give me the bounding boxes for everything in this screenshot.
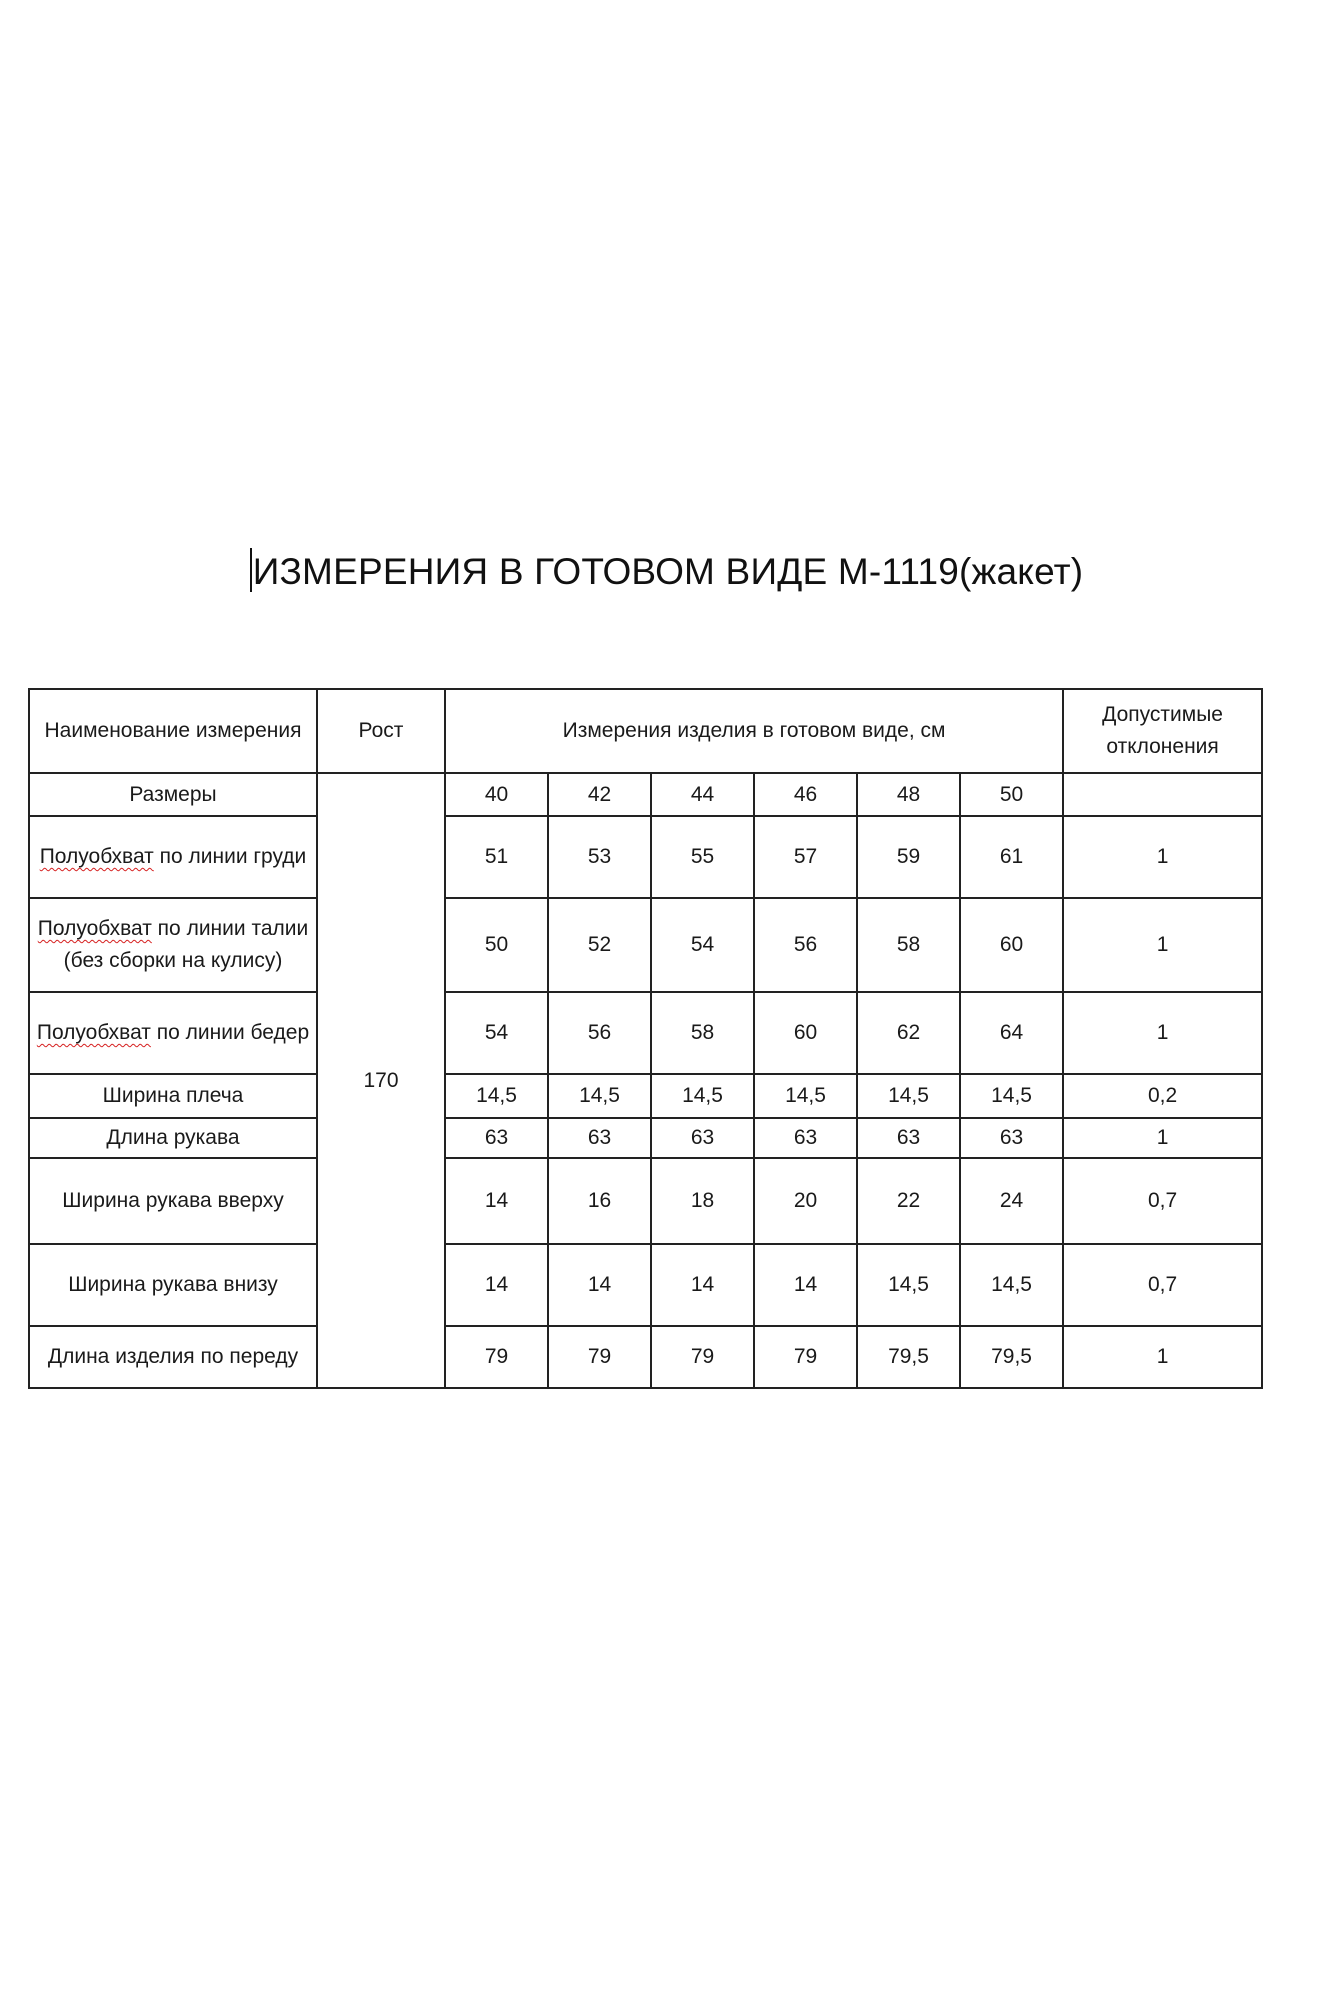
value-cell: 54 (445, 992, 548, 1074)
table-row (29, 1158, 1262, 1244)
value-cell: 18 (651, 1158, 754, 1244)
row-name (29, 1118, 317, 1158)
table-row (29, 1244, 1262, 1326)
value-cell: 79,5 (857, 1326, 960, 1388)
value-cell: 14,5 (445, 1074, 548, 1118)
size-cell: 50 (960, 773, 1063, 816)
size-cell: 42 (548, 773, 651, 816)
row-name (29, 1074, 317, 1118)
value-cell: 14 (548, 1244, 651, 1326)
row-name-text: Ширина рукава внизу (68, 1273, 278, 1296)
tolerance-empty (1063, 773, 1262, 816)
row-name (29, 898, 317, 992)
sizes-label: Размеры (29, 773, 317, 816)
row-name (29, 1244, 317, 1326)
row-name-text: Ширина рукава вверху (62, 1189, 284, 1212)
tolerance-cell: 1 (1063, 1326, 1262, 1388)
row-name-text: Ширина плеча (102, 1084, 244, 1107)
size-cell: 46 (754, 773, 857, 816)
header-name: Наименование измерения (29, 689, 317, 773)
value-cell: 14,5 (960, 1244, 1063, 1326)
document-title (0, 548, 1333, 593)
value-cell: 16 (548, 1158, 651, 1244)
tolerance-cell: 1 (1063, 1118, 1262, 1158)
row-name-text: по линии груди (153, 845, 307, 868)
document-title-text: ИЗМЕРЕНИЯ В ГОТОВОМ ВИДЕ М-1119(жакет) (252, 551, 1084, 592)
value-cell: 60 (960, 898, 1063, 992)
value-cell: 60 (754, 992, 857, 1074)
tolerance-cell: 0,7 (1063, 1158, 1262, 1244)
value-cell: 64 (960, 992, 1063, 1074)
table-row (29, 1326, 1262, 1388)
row-name (29, 1158, 317, 1244)
value-cell: 54 (651, 898, 754, 992)
row-name-text: по линии бедер (150, 1021, 310, 1044)
sizes-row (29, 773, 1262, 816)
value-cell: 63 (754, 1118, 857, 1158)
value-cell: 63 (548, 1118, 651, 1158)
height-value: 170 (317, 773, 445, 1388)
value-cell: 63 (960, 1118, 1063, 1158)
value-cell: 79 (754, 1326, 857, 1388)
size-cell: 44 (651, 773, 754, 816)
tolerance-cell: 0,7 (1063, 1244, 1262, 1326)
row-name-text: Длина рукава (106, 1126, 240, 1149)
value-cell: 55 (651, 816, 754, 898)
value-cell: 14 (445, 1158, 548, 1244)
table-header-row (29, 689, 1262, 773)
value-cell: 79 (445, 1326, 548, 1388)
value-cell: 50 (445, 898, 548, 992)
value-cell: 79,5 (960, 1326, 1063, 1388)
row-name (29, 1326, 317, 1388)
value-cell: 58 (857, 898, 960, 992)
value-cell: 61 (960, 816, 1063, 898)
header-measurements: Измерения изделия в готовом виде, см (445, 689, 1063, 773)
measurements-table (28, 688, 1263, 1389)
header-height: Рост (317, 689, 445, 773)
value-cell: 63 (651, 1118, 754, 1158)
row-name-underlined: Полуобхват (36, 1021, 151, 1044)
value-cell: 79 (548, 1326, 651, 1388)
tolerance-cell: 1 (1063, 816, 1262, 898)
value-cell: 58 (651, 992, 754, 1074)
value-cell: 63 (445, 1118, 548, 1158)
value-cell: 24 (960, 1158, 1063, 1244)
row-name-text: по линии талии (без сборки на кулису) (63, 917, 309, 972)
table-row (29, 1074, 1262, 1118)
size-cell: 40 (445, 773, 548, 816)
row-name-text: Длина изделия по переду (47, 1345, 299, 1368)
value-cell: 20 (754, 1158, 857, 1244)
value-cell: 22 (857, 1158, 960, 1244)
size-cell: 48 (857, 773, 960, 816)
value-cell: 14,5 (857, 1074, 960, 1118)
table-row (29, 992, 1262, 1074)
table-row (29, 898, 1262, 992)
tolerance-cell: 1 (1063, 898, 1262, 992)
table-row (29, 816, 1262, 898)
row-name (29, 992, 317, 1074)
value-cell: 14 (754, 1244, 857, 1326)
value-cell: 14 (651, 1244, 754, 1326)
value-cell: 56 (548, 992, 651, 1074)
row-name (29, 816, 317, 898)
row-name-underlined: Полуобхват (39, 845, 154, 868)
tolerance-cell: 1 (1063, 992, 1262, 1074)
value-cell: 57 (754, 816, 857, 898)
value-cell: 14,5 (651, 1074, 754, 1118)
text-cursor (250, 548, 252, 592)
header-tolerance: Допустимые отклонения (1063, 689, 1262, 773)
value-cell: 14,5 (548, 1074, 651, 1118)
value-cell: 63 (857, 1118, 960, 1158)
value-cell: 53 (548, 816, 651, 898)
row-name-underlined: Полуобхват (37, 917, 152, 940)
table-row (29, 1118, 1262, 1158)
value-cell: 14 (445, 1244, 548, 1326)
value-cell: 14,5 (960, 1074, 1063, 1118)
tolerance-cell: 0,2 (1063, 1074, 1262, 1118)
value-cell: 52 (548, 898, 651, 992)
value-cell: 59 (857, 816, 960, 898)
value-cell: 56 (754, 898, 857, 992)
value-cell: 51 (445, 816, 548, 898)
value-cell: 62 (857, 992, 960, 1074)
value-cell: 14,5 (857, 1244, 960, 1326)
value-cell: 14,5 (754, 1074, 857, 1118)
value-cell: 79 (651, 1326, 754, 1388)
